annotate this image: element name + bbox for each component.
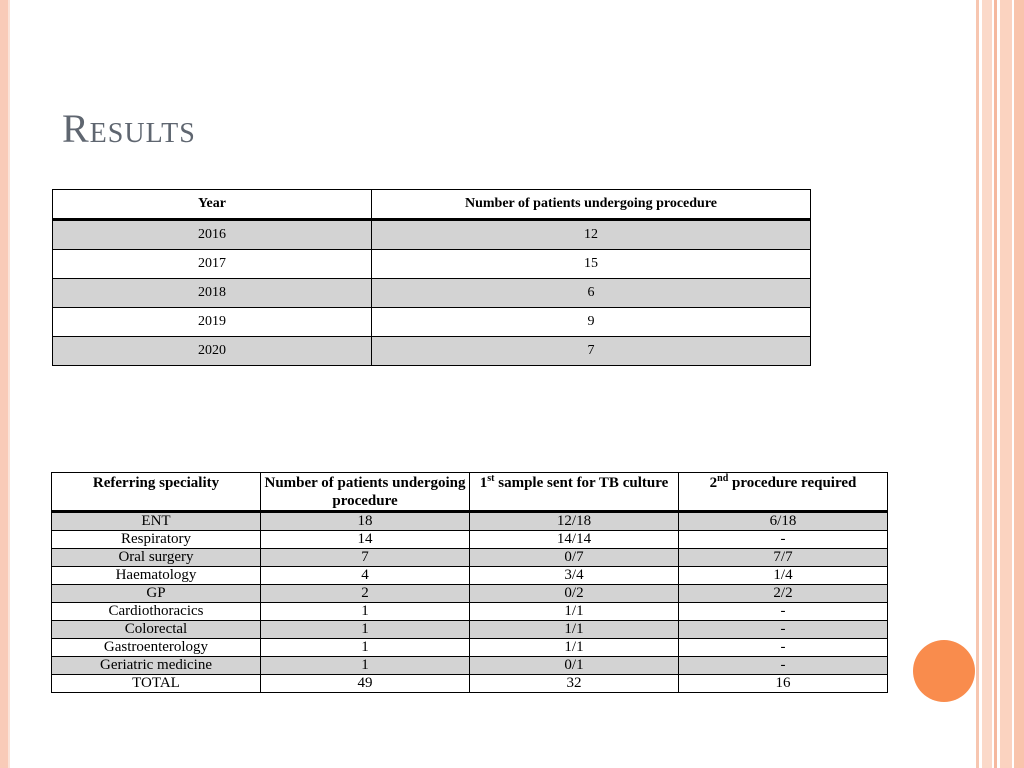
patients-header: Number of patients undergoing procedure xyxy=(261,473,470,512)
speciality-cell: ENT xyxy=(52,512,261,531)
patients-cell: 18 xyxy=(261,512,470,531)
patients-cell: 14 xyxy=(261,531,470,549)
speciality-cell: Haematology xyxy=(52,567,261,585)
table-row xyxy=(53,308,811,337)
orange-circle-decoration xyxy=(913,640,975,702)
year-cell: 2020 xyxy=(53,337,372,366)
table-row xyxy=(52,657,888,675)
table-row xyxy=(53,220,811,250)
tb-culture-cell: 32 xyxy=(470,675,679,693)
speciality-cell: Respiratory xyxy=(52,531,261,549)
count-cell: 12 xyxy=(372,220,811,250)
patients-cell: 1 xyxy=(261,657,470,675)
count-cell: 6 xyxy=(372,279,811,308)
tb-culture-cell: 0/7 xyxy=(470,549,679,567)
count-cell: 15 xyxy=(372,250,811,279)
patients-cell: 2 xyxy=(261,585,470,603)
left-border-decoration xyxy=(0,0,8,768)
table-row xyxy=(52,639,888,657)
speciality-cell: Gastroenterology xyxy=(52,639,261,657)
second-procedure-cell: 6/18 xyxy=(679,512,888,531)
right-stripes-decoration xyxy=(976,0,1024,768)
speciality-cell: TOTAL xyxy=(52,675,261,693)
referring-speciality-table xyxy=(51,472,888,693)
tb-culture-cell: 1/1 xyxy=(470,603,679,621)
count-cell: 7 xyxy=(372,337,811,366)
patients-cell: 7 xyxy=(261,549,470,567)
table-row xyxy=(52,603,888,621)
table-row xyxy=(52,567,888,585)
table-row xyxy=(53,250,811,279)
table-row xyxy=(52,512,888,531)
table-row xyxy=(53,337,811,366)
count-cell: 9 xyxy=(372,308,811,337)
second-procedure-cell: - xyxy=(679,621,888,639)
speciality-cell: Cardiothoracics xyxy=(52,603,261,621)
year-cell: 2017 xyxy=(53,250,372,279)
second-procedure-cell: 16 xyxy=(679,675,888,693)
table-row xyxy=(52,675,888,693)
patients-by-year-table xyxy=(52,189,811,366)
speciality-cell: Oral surgery xyxy=(52,549,261,567)
year-cell: 2019 xyxy=(53,308,372,337)
patients-cell: 1 xyxy=(261,621,470,639)
table-row xyxy=(52,585,888,603)
second-procedure-cell: - xyxy=(679,603,888,621)
table-row xyxy=(52,531,888,549)
slide-title: Results xyxy=(62,106,196,151)
year-cell: 2018 xyxy=(53,279,372,308)
tb-culture-cell: 1/1 xyxy=(470,621,679,639)
tb-culture-cell: 3/4 xyxy=(470,567,679,585)
patients-cell: 1 xyxy=(261,639,470,657)
tb-culture-cell: 12/18 xyxy=(470,512,679,531)
table-header-row xyxy=(53,190,811,220)
speciality-cell: Geriatric medicine xyxy=(52,657,261,675)
speciality-cell: Colorectal xyxy=(52,621,261,639)
year-cell: 2016 xyxy=(53,220,372,250)
tb-culture-cell: 0/1 xyxy=(470,657,679,675)
table-header-row xyxy=(52,473,888,512)
patients-cell: 4 xyxy=(261,567,470,585)
second-procedure-cell: - xyxy=(679,531,888,549)
table-row xyxy=(52,549,888,567)
speciality-header: Referring speciality xyxy=(52,473,261,512)
tb-culture-cell: 0/2 xyxy=(470,585,679,603)
tb-culture-cell: 14/14 xyxy=(470,531,679,549)
second-procedure-cell: - xyxy=(679,639,888,657)
tb-culture-cell: 1/1 xyxy=(470,639,679,657)
second-procedure-cell: 1/4 xyxy=(679,567,888,585)
second-procedure-header: 2nd procedure required xyxy=(679,473,888,512)
second-procedure-cell: 2/2 xyxy=(679,585,888,603)
table-row xyxy=(53,279,811,308)
patients-header: Number of patients undergoing procedure xyxy=(372,190,811,220)
patients-cell: 1 xyxy=(261,603,470,621)
table-row xyxy=(52,621,888,639)
year-header: Year xyxy=(53,190,372,220)
speciality-cell: GP xyxy=(52,585,261,603)
tb-culture-header: 1st sample sent for TB culture xyxy=(470,473,679,512)
patients-cell: 49 xyxy=(261,675,470,693)
second-procedure-cell: 7/7 xyxy=(679,549,888,567)
second-procedure-cell: - xyxy=(679,657,888,675)
